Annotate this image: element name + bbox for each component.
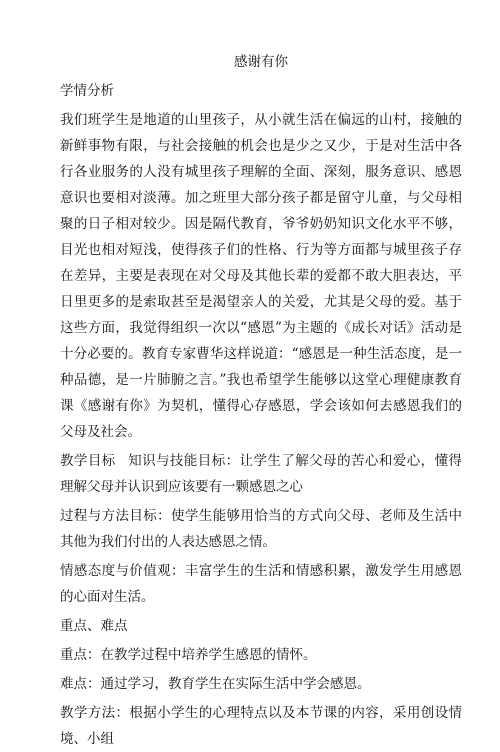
section-heading-analysis: 学情分析 xyxy=(60,83,114,99)
difficulty-paragraph: 难点：通过学习，教育学生在实际生活中学会感恩。 xyxy=(60,676,371,692)
goal-process-paragraph: 过程与方法目标：使学生能够用恰当的方式向父母、老师及生活中其他为我们付出的人表达感恩之情。 xyxy=(60,508,462,550)
section-heading-keypoints: 重点、难点 xyxy=(60,618,128,634)
goal-emotion-paragraph: 情感态度与价值观：丰富学生的生活和情感积累，激发学生用感恩的心面对生活。 xyxy=(60,563,462,605)
goal-knowledge: 知识与技能目标：让学生了解父母的苦心和爱心，懂得理解父母并认识到应该要有一颗感恩之心 xyxy=(60,453,463,495)
document-title: 感谢有你 xyxy=(234,54,288,70)
analysis-paragraph: 我们班学生是地道的山里孩子，从小就生活在偏远的山村，接触的新鲜事物有限，与社会接触的机会也是少之又少，于是对生活中各行各业服务的人没有城里孩子理解的全面、深刻，服务意识、感恩意识也要相对淡薄。加之班里大部分孩子都是留守儿童，与父母相聚的日子相对较少。因是隔代教育，爷爷奶奶知识文化水平不够，目光也相对短浅，使得孩子们的性格、行为等方面都与城里孩子存在差异，主要是表现在对父母及其他长辈的爱都不敢大胆表达，平日里更多的是索取甚至是渴望亲人的关爱，尤其是父母的爱。基于这些方面，我觉得组织一次以“感恩”为主题的《成长对话》活动是十分必要的。教育专家曹华这样说道：“感恩是一种生活态度，是一种品德，是一片肺腑之言。”我也希望学生能够以这堂心理健康教育课《感谢有你》为契机，懂得心存感恩，学会该如何去感恩我们的父母及社会。 xyxy=(60,112,462,440)
methods-paragraph: 教学方法：根据小学生的心理特点以及本节课的内容，采用创设情境、小组 xyxy=(60,705,462,747)
goals-label: 教学目标 xyxy=(60,453,116,469)
teaching-goals-paragraph xyxy=(60,448,462,500)
keypoint-paragraph: 重点：在教学过程中培养学生感恩的情怀。 xyxy=(60,647,317,663)
